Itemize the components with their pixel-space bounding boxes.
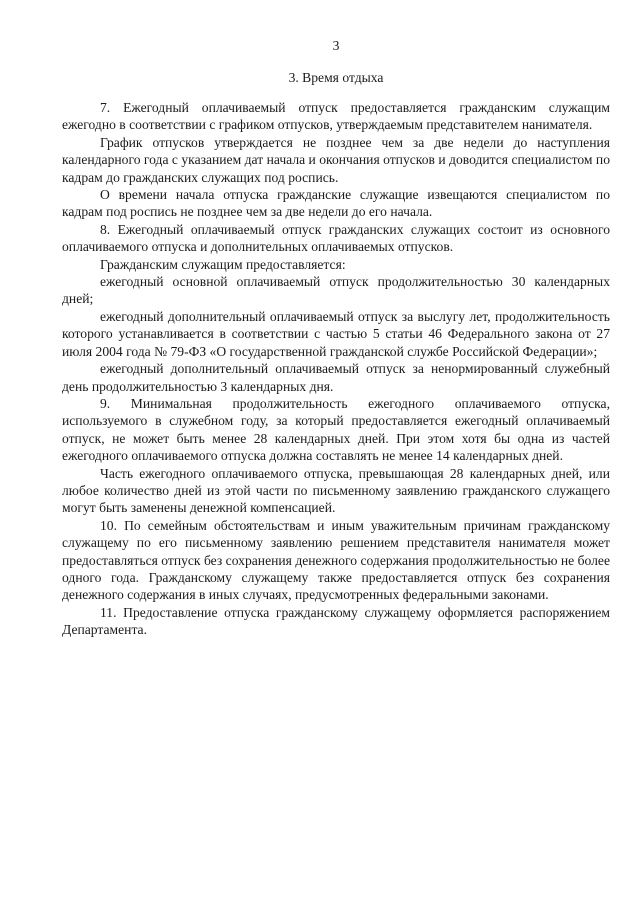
paragraph-leave-compensation: Часть ежегодного оплачиваемого отпуска, превышающая 28 календарных дней, или любое количество дней из этой части по письменному заявлению гражданского служащего могут быть заменены денежной компенсацией. — [62, 465, 610, 516]
paragraph-irregular-day-leave: ежегодный дополнительный оплачиваемый отпуск за ненормированный служебный день продолжительностью 3 календарных дня. — [62, 361, 610, 394]
paragraph-basic-leave: ежегодный основной оплачиваемый отпуск продолжительностью 30 календарных дней; — [62, 274, 610, 307]
paragraph-7-annual-leave: 7. Ежегодный оплачиваемый отпуск предоставляется гражданским служащим ежегодно в соответствии с графиком отпусков, утверждаемым представителем нанимателя. — [62, 100, 610, 133]
paragraph-seniority-leave: ежегодный дополнительный оплачиваемый отпуск за выслугу лет, продолжительность которого устанавливается в соответствии с частью 5 статьи 46 Федерального закона от 27 июля 2004 года № 79-ФЗ «О государственной гражданской службе Российской Федерации»; — [62, 308, 610, 359]
paragraph-10-unpaid-leave: 10. По семейным обстоятельствам и иным уважительным причинам гражданскому служащему по его письменному заявлению решением представителя нанимателя может предоставляться отпуск без сохранения денежного содержания продолжительностью не более одного года. Гражданскому служащему также предоставляется отпуск без сохранения денежного содержания в иных случаях, предусмотренных федеральными законами. — [62, 517, 610, 603]
page-number: 3 — [332, 38, 340, 53]
paragraph-leave-notification: О времени начала отпуска гражданские служащие извещаются специалистом по кадрам под роспись не позднее чем за две недели до его начала. — [62, 187, 610, 220]
paragraph-11-leave-order: 11. Предоставление отпуска гражданскому служащему оформляется распоряжением Департамента. — [62, 604, 610, 638]
paragraph-8-leave-composition: 8. Ежегодный оплачиваемый отпуск гражданских служащих состоит из основного оплачиваемого отпуска и дополнительных оплачиваемых отпусков. — [62, 221, 610, 255]
paragraph-leave-schedule: График отпусков утверждается не позднее чем за две недели до наступления календарного года с указанием дат начала и окончания отпусков и доводится специалистом по кадрам до гражданских служащих под роспись. — [62, 134, 610, 185]
paragraph-leave-provided: Гражданским служащим предоставляется: — [100, 256, 346, 272]
document-body — [62, 99, 610, 639]
section-title: 3. Время отдыха — [288, 70, 384, 85]
paragraph-9-minimum-leave: 9. Минимальная продолжительность ежегодного оплачиваемого отпуска, используемого в служебном году, за который предоставляется ежегодный оплачиваемый отпуск, не может быть менее 28 календарных дней. При этом хотя бы одна из частей ежегодного оплачиваемого отпуска должна составлять не менее 14 календарных дней. — [62, 395, 610, 464]
